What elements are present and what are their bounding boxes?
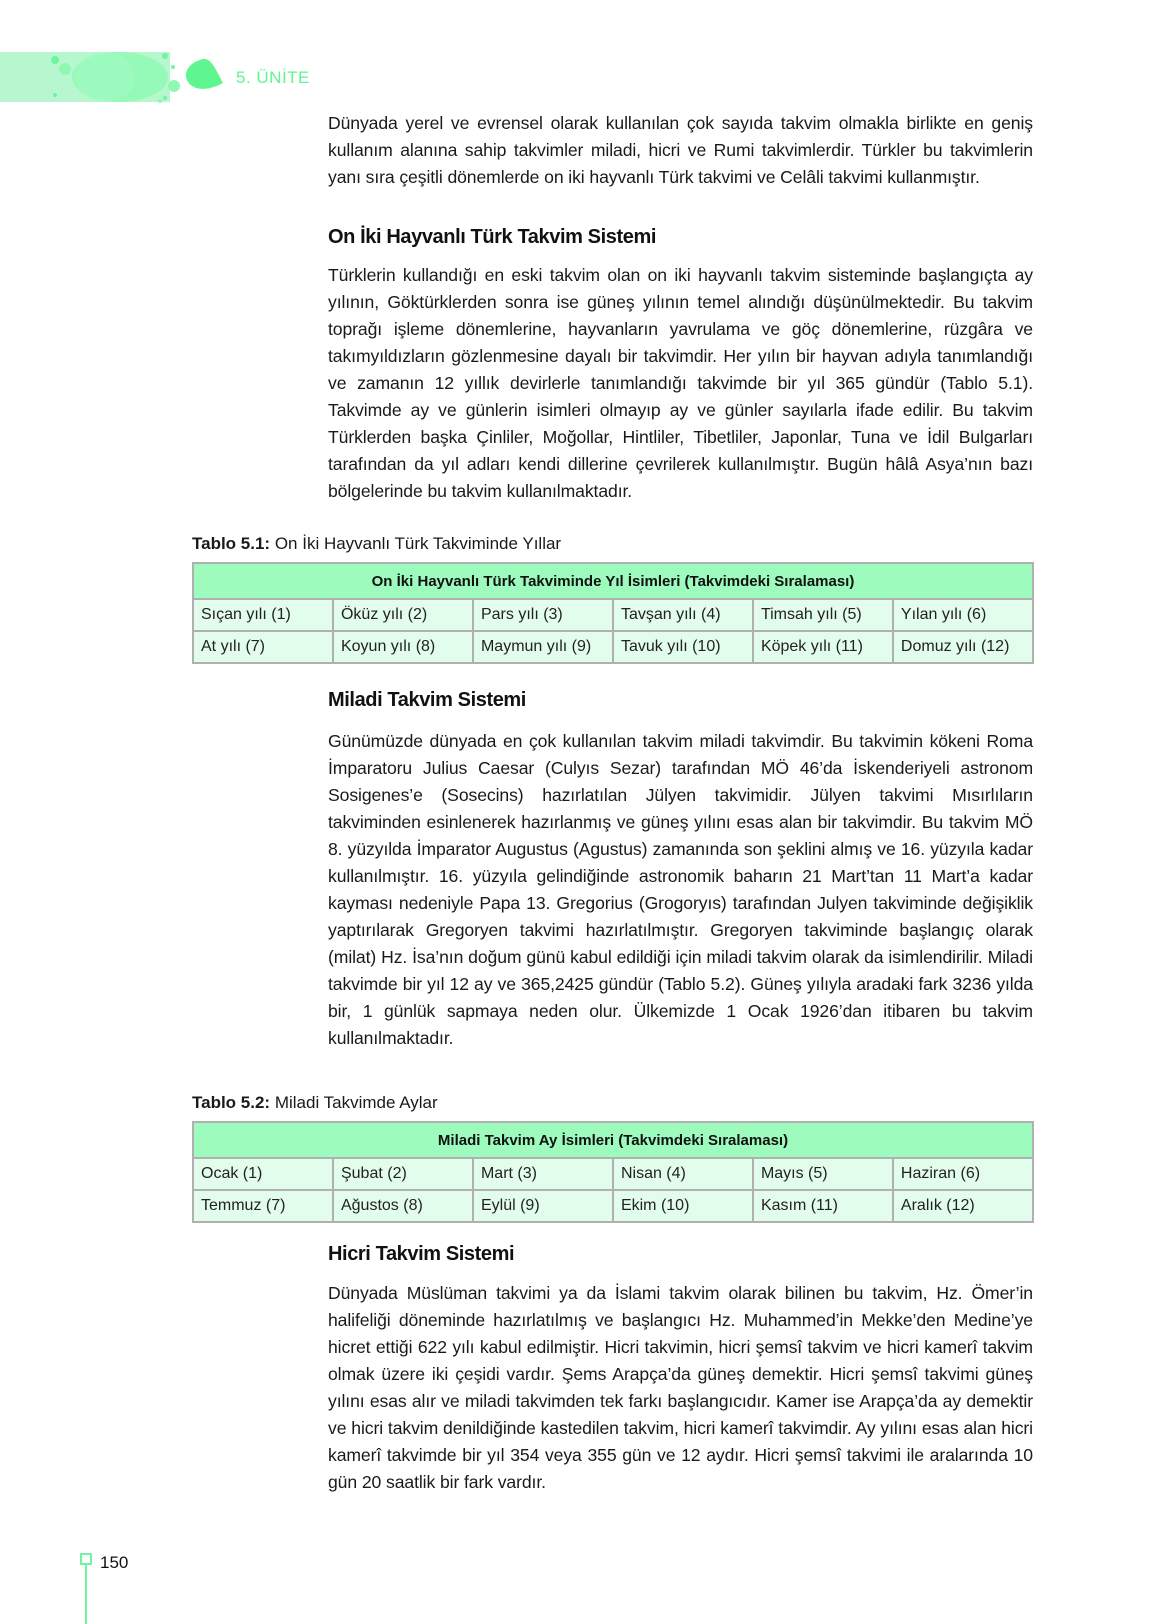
- table2-caption-label: Tablo 5.2:: [192, 1093, 271, 1112]
- table-cell: Pars yılı (3): [473, 599, 613, 631]
- page-number: 150: [100, 1553, 129, 1572]
- header-dot: [51, 56, 59, 64]
- section-paragraph: Dünyada Müslüman takvimi ya da İslami takvim olarak bilinen bu takvim, Hz. Ömer’in halifeliği döneminde hazırlatılmış ve başlangıcı Hz. Muhammed’in Mekke’den Medine’ye hicret ettiği 622 yılı kabul edilmiştir. Hicri takvimin, hicri şemsî takvim ve hicri kamerî takvim olmak üzere iki çeşidi vardır. Şems Arapça’da güneş demektir. Hicri şemsî takvimi güneş yılını esas alır ve miladi takvimden tek farkı başlangıcıdır. Kamer ise Arapça’da ay demektir ve hicri takvim denildiğinde kastedilen takvim, hicri kamerî takvimdir. Ay yılını esas alan hicri kamerî takvimde bir yıl 354 veya 355 gün ve 12 aydır. Hicri şemsî takvimi ile aralarında 10 gün 20 saatlik bir fark vardır.: [328, 1283, 1033, 1492]
- header-dot: [168, 80, 180, 92]
- section-hicri-body: [328, 1280, 1033, 1496]
- section-turk-body: [328, 262, 1033, 505]
- table-cell: Tavuk yılı (10): [613, 631, 753, 663]
- section-hicri-calendar: [328, 1243, 1033, 1266]
- table-cell: Öküz yılı (2): [333, 599, 473, 631]
- table-cell: Maymun yılı (9): [473, 631, 613, 663]
- table-cell: Ağustos (8): [333, 1190, 473, 1222]
- header-ellipse-shape-2: [75, 52, 135, 102]
- leaf-icon: [186, 59, 223, 89]
- table-cell: Haziran (6): [893, 1158, 1033, 1190]
- table-cell: Domuz yılı (12): [893, 631, 1033, 663]
- section-title: Miladi Takvim Sistemi: [328, 689, 526, 711]
- section-miladi-calendar: [328, 689, 1033, 712]
- table-cell: Mart (3): [473, 1158, 613, 1190]
- table1-caption: [192, 534, 561, 554]
- section-paragraph: Günümüzde dünyada en çok kullanılan takvim miladi takvimdir. Bu takvimin kökeni Roma İmparatoru Julius Caesar (Culyıs Sezar) tarafından MÖ 46’da İskenderiyeli astronom Sosigenes’e (Sosecins) hazırlatılan Jülyen takvimidir. Jülyen takvimi Mısırlıların takviminden esinlenerek hazırlanmış ve güneş yılını esas alan bir takvimdir. Bu takvim MÖ 8. yüzyılda İmparator Augustus (Agustus) zamanında son şeklini almış ve 16. yüzyıla kadar kullanılmıştır. 16. yüzyıla gelindiğinde astronomik baharın 21 Mart’tan 11 Mart’a kadar kayması nedeniyle Papa 13. Gregorius (Grogoryıs) tarafından Julyen takviminde değişiklik yaptırılarak Gregoryen takvimi hazırlatılmıştır. Gregoryen takviminde başlangıç olarak (milat) Hz. İsa’nın doğum günü kabul edildiği için miladi takvim olarak da isimlendirilir. Miladi takvimde bir yıl 12 ay ve 365,2425 gündür (Tablo 5.2). Güneş yılıyla aradaki fark 3236 yılda bir, 1 günlük sapmaya neden olur. Ülkemizde 1 Ocak 1926’dan itibaren bu takvim kullanılmaktadır.: [328, 731, 1033, 1048]
- header-dot: [53, 93, 57, 97]
- table2-caption-text: Miladi Takvimde Aylar: [270, 1093, 438, 1112]
- table-cell: Eylül (9): [473, 1190, 613, 1222]
- table-cell: Timsah yılı (5): [753, 599, 893, 631]
- table-cell: Aralık (12): [893, 1190, 1033, 1222]
- unit-label: 5. ÜNİTE: [236, 68, 310, 87]
- header-dot: [163, 96, 167, 100]
- table-row: [193, 1158, 1033, 1190]
- table-header: On İki Hayvanlı Türk Takviminde Yıl İsimleri (Takvimdeki Sıralaması): [193, 563, 1033, 599]
- table-cell: Temmuz (7): [193, 1190, 333, 1222]
- table-row: [193, 1190, 1033, 1222]
- table-turk-years: [192, 562, 1034, 664]
- table-header-row: [193, 1122, 1033, 1158]
- page-margin-line: [85, 1565, 87, 1624]
- section-turk-calendar: [328, 226, 1033, 249]
- table-row: [193, 631, 1033, 663]
- table-cell: Tavşan yılı (4): [613, 599, 753, 631]
- table1-caption-text: On İki Hayvanlı Türk Takviminde Yıllar: [270, 534, 562, 553]
- table1-caption-label: Tablo 5.1:: [192, 534, 271, 553]
- header-dot: [59, 63, 71, 75]
- table-cell: Kasım (11): [753, 1190, 893, 1222]
- table-cell: At yılı (7): [193, 631, 333, 663]
- table-row: [193, 599, 1033, 631]
- table-cell: Nisan (4): [613, 1158, 753, 1190]
- table-cell: Mayıs (5): [753, 1158, 893, 1190]
- section-paragraph: Türklerin kullandığı en eski takvim olan on iki hayvanlı takvim sisteminde başlangıçta ay yılının, Göktürklerden sonra ise güneş yılının temel alındığı düşünülmektedir. Bu takvim toprağı işleme dönemlerine, hayvanların yavrulama ve göç dönemlerine, rüzgâra ve takımyıldızların gözlenmesine dayalı bir takvimdir. Her yılın bir hayvan adıyla tanımlandığı ve zamanın 12 yıllık devirlerle tanımlandığı takvimde bir yıl 365 gündür (Tablo 5.1). Takvimde ay ve günlerin isimleri olmayıp ay ve günler sayılarla ifade edilir. Bu takvim Türklerden başka Çinliler, Moğollar, Hintliler, Tibetliler, Japonlar, Tuna ve İdil Bulgarları tarafından da yıl adları kendi dillerine çevrilerek kullanılmıştır. Bugün hâlâ Asya’nın bazı bölgelerinde bu takvim kullanılmaktadır.: [328, 265, 1033, 501]
- header-dot: [158, 99, 162, 103]
- table-cell: Ekim (10): [613, 1190, 753, 1222]
- table-cell: Koyun yılı (8): [333, 631, 473, 663]
- header-dot: [162, 53, 168, 59]
- header-dot: [171, 65, 175, 69]
- table-header-row: [193, 563, 1033, 599]
- section-title: Hicri Takvim Sistemi: [328, 1243, 515, 1265]
- page-marker-icon: [80, 1553, 92, 1565]
- table-cell: Sıçan yılı (1): [193, 599, 333, 631]
- table-cell: Yılan yılı (6): [893, 599, 1033, 631]
- section-miladi-body: [328, 728, 1033, 1052]
- intro-paragraph: Dünyada yerel ve evrensel olarak kullanılan çok sayıda takvim olmakla birlikte en geniş kullanım alanına sahip takvimler miladi, hicri ve Rumi takvimlerdir. Türkler bu takvimlerin yanı sıra çeşitli dönemlerde on iki hayvanlı Türk takvimi ve Celâli takvimi kullanmıştır.: [328, 113, 1033, 187]
- table-cell: Şubat (2): [333, 1158, 473, 1190]
- table2-caption: [192, 1093, 438, 1113]
- table-miladi-months: [192, 1121, 1034, 1223]
- intro-section: [328, 110, 1033, 191]
- table-header: Miladi Takvim Ay İsimleri (Takvimdeki Sıralaması): [193, 1122, 1033, 1158]
- section-title: On İki Hayvanlı Türk Takvim Sistemi: [328, 226, 656, 248]
- table-cell: Köpek yılı (11): [753, 631, 893, 663]
- table-cell: Ocak (1): [193, 1158, 333, 1190]
